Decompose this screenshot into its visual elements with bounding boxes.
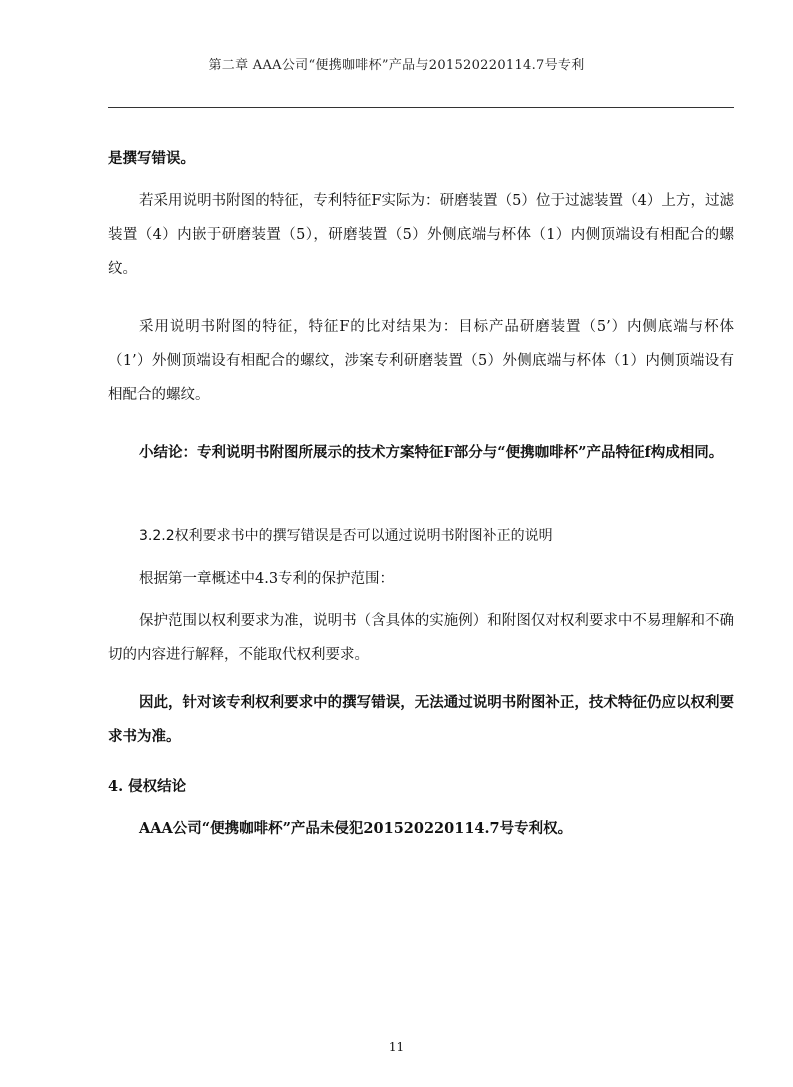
running-header: 第二章 AAA公司“便携咖啡杯”产品与201520220114.7号专利 [208,58,585,73]
paragraph-comparison: 采用说明书附图的特征，特征F的比对结果为：目标产品研磨装置（5’）内侧底端与杯体（1’）外侧顶端设有相配合的螺纹，涉案专利研磨装置（5）外侧底端与杯体（1）内侧顶端设有相配合的螺纹。 [108,319,734,403]
paragraph-therefore: 因此，针对该专利权利要求中的撰写错误，无法通过说明书附图补正，技术特征仍应以权利要求书为准。 [108,694,734,745]
paragraph-feature-f: 若采用说明书附图的特征，专利特征F实际为：研磨装置（5）位于过滤装置（4）上方，过滤装置（4）内嵌于研磨装置（5），研磨装置（5）外侧底端与杯体（1）内侧顶端设有相配合的螺纹。 [108,193,734,277]
section-heading-4: 4. 侵权结论 [108,778,187,795]
section-heading-3-2-2: 3.2.2权利要求书中的撰写错误是否可以通过说明书附图补正的说明 [139,528,553,544]
paragraph-final-conclusion: AAA公司“便携咖啡杯”产品未侵犯201520220114.7号专利权。 [139,820,573,837]
paragraph-scope: 保护范围以权利要求为准，说明书（含具体的实施例）和附图仅对权利要求中不易理解和不确切的内容进行解释，不能取代权利要求。 [108,613,734,663]
paragraph-continuation: 是撰写错误。 [108,150,195,167]
paragraph-sub-conclusion: 小结论：专利说明书附图所展示的技术方案特征F部分与“便携咖啡杯”产品特征f构成相同。 [139,444,724,461]
paragraph-reference: 根据第一章概述中4.3专利的保护范围： [139,571,395,587]
page-number: 11 [388,1040,405,1054]
header-divider [108,107,734,108]
